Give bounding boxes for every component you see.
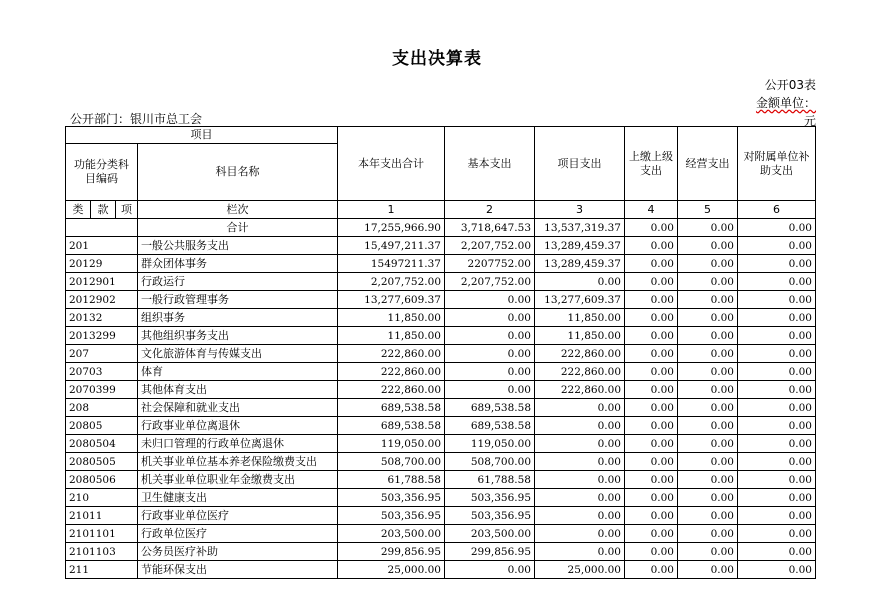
row-subject-name: 行政单位医疗 — [138, 525, 338, 543]
row-value: 222,860.00 — [535, 381, 625, 399]
row-value: 0.00 — [625, 237, 678, 255]
row-value: 0.00 — [678, 381, 738, 399]
row-value: 0.00 — [535, 453, 625, 471]
row-value: 0.00 — [678, 273, 738, 291]
row-value: 0.00 — [678, 417, 738, 435]
header-subject-name: 科目名称 — [138, 144, 338, 201]
row-code: 211 — [66, 561, 138, 579]
row-value: 503,356.95 — [445, 489, 535, 507]
row-value: 203,500.00 — [445, 525, 535, 543]
row-code: 2101101 — [66, 525, 138, 543]
row-value: 0.00 — [738, 273, 816, 291]
row-value: 11,850.00 — [338, 327, 445, 345]
row-value: 0.00 — [535, 543, 625, 561]
row-value: 222,860.00 — [338, 345, 445, 363]
row-value: 222,860.00 — [535, 345, 625, 363]
header-func-code: 功能分类科目编码 — [66, 144, 138, 201]
row-value: 0.00 — [738, 471, 816, 489]
row-value: 0.00 — [535, 507, 625, 525]
row-subject-name: 文化旅游体育与传媒支出 — [138, 345, 338, 363]
row-value: 0.00 — [535, 399, 625, 417]
header-operation: 经营支出 — [678, 127, 738, 201]
header-basic: 基本支出 — [445, 127, 535, 201]
row-subject-name: 体育 — [138, 363, 338, 381]
row-value: 0.00 — [445, 381, 535, 399]
table-row — [66, 345, 816, 363]
row-value: 11,850.00 — [338, 309, 445, 327]
row-value: 0.00 — [445, 345, 535, 363]
row-value: 0.00 — [678, 507, 738, 525]
row-value: 0.00 — [738, 255, 816, 273]
row-value: 11,850.00 — [535, 309, 625, 327]
expenditure-table — [65, 126, 816, 579]
row-value: 0.00 — [678, 345, 738, 363]
col-number-2: 2 — [445, 201, 535, 219]
total-empty-cell — [66, 219, 138, 237]
table-number: 公开03表 — [764, 78, 816, 92]
row-value: 0.00 — [625, 291, 678, 309]
row-value: 689,538.58 — [338, 417, 445, 435]
row-subject-name: 一般公共服务支出 — [138, 237, 338, 255]
row-value: 13,277,609.37 — [338, 291, 445, 309]
row-code: 2012902 — [66, 291, 138, 309]
row-value: 119,050.00 — [338, 435, 445, 453]
row-value: 2207752.00 — [445, 255, 535, 273]
unit-value: 元 — [803, 114, 816, 128]
row-value: 0.00 — [625, 471, 678, 489]
row-value: 503,356.95 — [338, 489, 445, 507]
total-value: 0.00 — [678, 219, 738, 237]
table-row — [66, 363, 816, 381]
row-code: 20132 — [66, 309, 138, 327]
row-subject-name: 社会保障和就业支出 — [138, 399, 338, 417]
row-value: 13,289,459.37 — [535, 255, 625, 273]
total-value: 13,537,319.37 — [535, 219, 625, 237]
row-value: 0.00 — [535, 525, 625, 543]
table-row — [66, 507, 816, 525]
row-value: 0.00 — [535, 435, 625, 453]
row-value: 0.00 — [625, 381, 678, 399]
table-row — [66, 453, 816, 471]
row-value: 0.00 — [678, 309, 738, 327]
row-value: 0.00 — [738, 489, 816, 507]
row-subject-name: 公务员医疗补助 — [138, 543, 338, 561]
total-label: 合计 — [138, 219, 338, 237]
row-value: 222,860.00 — [338, 363, 445, 381]
table-row — [66, 543, 816, 561]
header-total: 本年支出合计 — [338, 127, 445, 201]
row-value: 0.00 — [445, 561, 535, 579]
row-code: 210 — [66, 489, 138, 507]
row-value: 203,500.00 — [338, 525, 445, 543]
table-row — [66, 327, 816, 345]
col-number-5: 5 — [678, 201, 738, 219]
column-number-row — [66, 201, 816, 219]
row-subject-name: 机关事业单位基本养老保险缴费支出 — [138, 453, 338, 471]
header-project: 项目支出 — [535, 127, 625, 201]
row-value: 0.00 — [678, 489, 738, 507]
row-value: 0.00 — [678, 453, 738, 471]
row-subject-name: 未归口管理的行政单位离退休 — [138, 435, 338, 453]
row-value: 503,356.95 — [445, 507, 535, 525]
row-subject-name: 群众团体事务 — [138, 255, 338, 273]
row-value: 503,356.95 — [338, 507, 445, 525]
row-value: 0.00 — [738, 345, 816, 363]
header-upper: 上缴上级支出 — [625, 127, 678, 201]
total-value: 0.00 — [625, 219, 678, 237]
col-number-6: 6 — [738, 201, 816, 219]
row-subject-name: 行政运行 — [138, 273, 338, 291]
unit-label: 金额单位： — [755, 96, 816, 110]
table-row — [66, 525, 816, 543]
row-value: 11,850.00 — [535, 327, 625, 345]
row-value: 0.00 — [678, 525, 738, 543]
table-row — [66, 489, 816, 507]
row-value: 0.00 — [625, 309, 678, 327]
row-code: 208 — [66, 399, 138, 417]
row-value: 0.00 — [678, 255, 738, 273]
row-value: 0.00 — [738, 291, 816, 309]
row-value: 0.00 — [625, 345, 678, 363]
row-code: 20129 — [66, 255, 138, 273]
row-subject-name: 行政事业单位医疗 — [138, 507, 338, 525]
row-code: 2070399 — [66, 381, 138, 399]
header-lei: 类 — [66, 201, 91, 219]
table-row — [66, 237, 816, 255]
row-value: 0.00 — [625, 255, 678, 273]
row-code: 2013299 — [66, 327, 138, 345]
row-code: 2080505 — [66, 453, 138, 471]
row-value: 2,207,752.00 — [445, 237, 535, 255]
col-number-3: 3 — [535, 201, 625, 219]
row-value: 0.00 — [445, 327, 535, 345]
header-item: 项目 — [66, 127, 338, 144]
row-value: 508,700.00 — [445, 453, 535, 471]
row-value: 0.00 — [625, 561, 678, 579]
row-value: 0.00 — [625, 525, 678, 543]
row-value: 0.00 — [445, 309, 535, 327]
row-code: 207 — [66, 345, 138, 363]
row-value: 0.00 — [625, 489, 678, 507]
row-value: 2,207,752.00 — [445, 273, 535, 291]
table-row — [66, 561, 816, 579]
total-value: 0.00 — [738, 219, 816, 237]
row-value: 0.00 — [738, 399, 816, 417]
row-value: 0.00 — [625, 453, 678, 471]
row-subject-name: 节能环保支出 — [138, 561, 338, 579]
row-value: 0.00 — [625, 363, 678, 381]
row-value: 0.00 — [738, 543, 816, 561]
row-value: 689,538.58 — [445, 399, 535, 417]
row-value: 222,860.00 — [535, 363, 625, 381]
row-code: 2101103 — [66, 543, 138, 561]
row-subject-name: 卫生健康支出 — [138, 489, 338, 507]
row-value: 0.00 — [738, 525, 816, 543]
total-row — [66, 219, 816, 237]
header-row-1 — [66, 127, 816, 144]
row-value: 0.00 — [738, 381, 816, 399]
table-row — [66, 291, 816, 309]
row-value: 508,700.00 — [338, 453, 445, 471]
row-code: 2080506 — [66, 471, 138, 489]
row-value: 25,000.00 — [338, 561, 445, 579]
row-value: 13,289,459.37 — [535, 237, 625, 255]
row-value: 15497211.37 — [338, 255, 445, 273]
row-code: 2012901 — [66, 273, 138, 291]
row-code: 20703 — [66, 363, 138, 381]
page-title: 支出决算表 — [392, 49, 482, 69]
header-lanci: 栏次 — [138, 201, 338, 219]
row-value: 0.00 — [678, 291, 738, 309]
row-value: 0.00 — [738, 309, 816, 327]
row-code: 20805 — [66, 417, 138, 435]
row-code: 2080504 — [66, 435, 138, 453]
row-subject-name: 行政事业单位离退休 — [138, 417, 338, 435]
row-code: 21011 — [66, 507, 138, 525]
row-subject-name: 一般行政管理事务 — [138, 291, 338, 309]
row-value: 0.00 — [535, 273, 625, 291]
col-number-4: 4 — [625, 201, 678, 219]
row-value: 0.00 — [738, 363, 816, 381]
row-subject-name: 组织事务 — [138, 309, 338, 327]
total-value: 17,255,966.90 — [338, 219, 445, 237]
row-value: 61,788.58 — [338, 471, 445, 489]
row-value: 61,788.58 — [445, 471, 535, 489]
row-value: 0.00 — [678, 363, 738, 381]
row-value: 0.00 — [625, 417, 678, 435]
row-value: 0.00 — [535, 417, 625, 435]
row-value: 0.00 — [535, 489, 625, 507]
row-value: 0.00 — [738, 327, 816, 345]
table-row — [66, 435, 816, 453]
row-value: 0.00 — [625, 543, 678, 561]
row-value: 0.00 — [625, 507, 678, 525]
row-value: 0.00 — [678, 561, 738, 579]
row-value: 2,207,752.00 — [338, 273, 445, 291]
table-row — [66, 399, 816, 417]
row-value: 0.00 — [678, 435, 738, 453]
row-value: 299,856.95 — [445, 543, 535, 561]
row-value: 0.00 — [738, 237, 816, 255]
table-row — [66, 255, 816, 273]
row-subject-name: 其他体育支出 — [138, 381, 338, 399]
row-subject-name: 其他组织事务支出 — [138, 327, 338, 345]
row-subject-name: 机关事业单位职业年金缴费支出 — [138, 471, 338, 489]
row-value: 299,856.95 — [338, 543, 445, 561]
row-value: 13,277,609.37 — [535, 291, 625, 309]
row-value: 0.00 — [678, 543, 738, 561]
row-value: 25,000.00 — [535, 561, 625, 579]
row-value: 0.00 — [738, 417, 816, 435]
table-row — [66, 309, 816, 327]
table-row — [66, 471, 816, 489]
row-value: 0.00 — [445, 363, 535, 381]
row-value: 0.00 — [678, 399, 738, 417]
row-value: 15,497,211.37 — [338, 237, 445, 255]
header-kuan: 款 — [91, 201, 116, 219]
header-subsidy: 对附属单位补助支出 — [738, 127, 816, 201]
table-row — [66, 417, 816, 435]
col-number-1: 1 — [338, 201, 445, 219]
row-value: 0.00 — [678, 237, 738, 255]
department-label: 公开部门：银川市总工会 — [70, 112, 203, 126]
table-row — [66, 381, 816, 399]
row-value: 689,538.58 — [445, 417, 535, 435]
row-value: 0.00 — [625, 399, 678, 417]
row-code: 201 — [66, 237, 138, 255]
row-value: 119,050.00 — [445, 435, 535, 453]
row-value: 0.00 — [738, 561, 816, 579]
table-row — [66, 273, 816, 291]
row-value: 0.00 — [535, 471, 625, 489]
row-value: 0.00 — [738, 507, 816, 525]
row-value: 0.00 — [625, 273, 678, 291]
row-value: 0.00 — [678, 471, 738, 489]
row-value: 0.00 — [445, 291, 535, 309]
header-xiang: 项 — [116, 201, 138, 219]
row-value: 0.00 — [738, 453, 816, 471]
row-value: 0.00 — [738, 435, 816, 453]
row-value: 689,538.58 — [338, 399, 445, 417]
row-value: 222,860.00 — [338, 381, 445, 399]
total-value: 3,718,647.53 — [445, 219, 535, 237]
row-value: 0.00 — [625, 435, 678, 453]
row-value: 0.00 — [625, 327, 678, 345]
row-value: 0.00 — [678, 327, 738, 345]
